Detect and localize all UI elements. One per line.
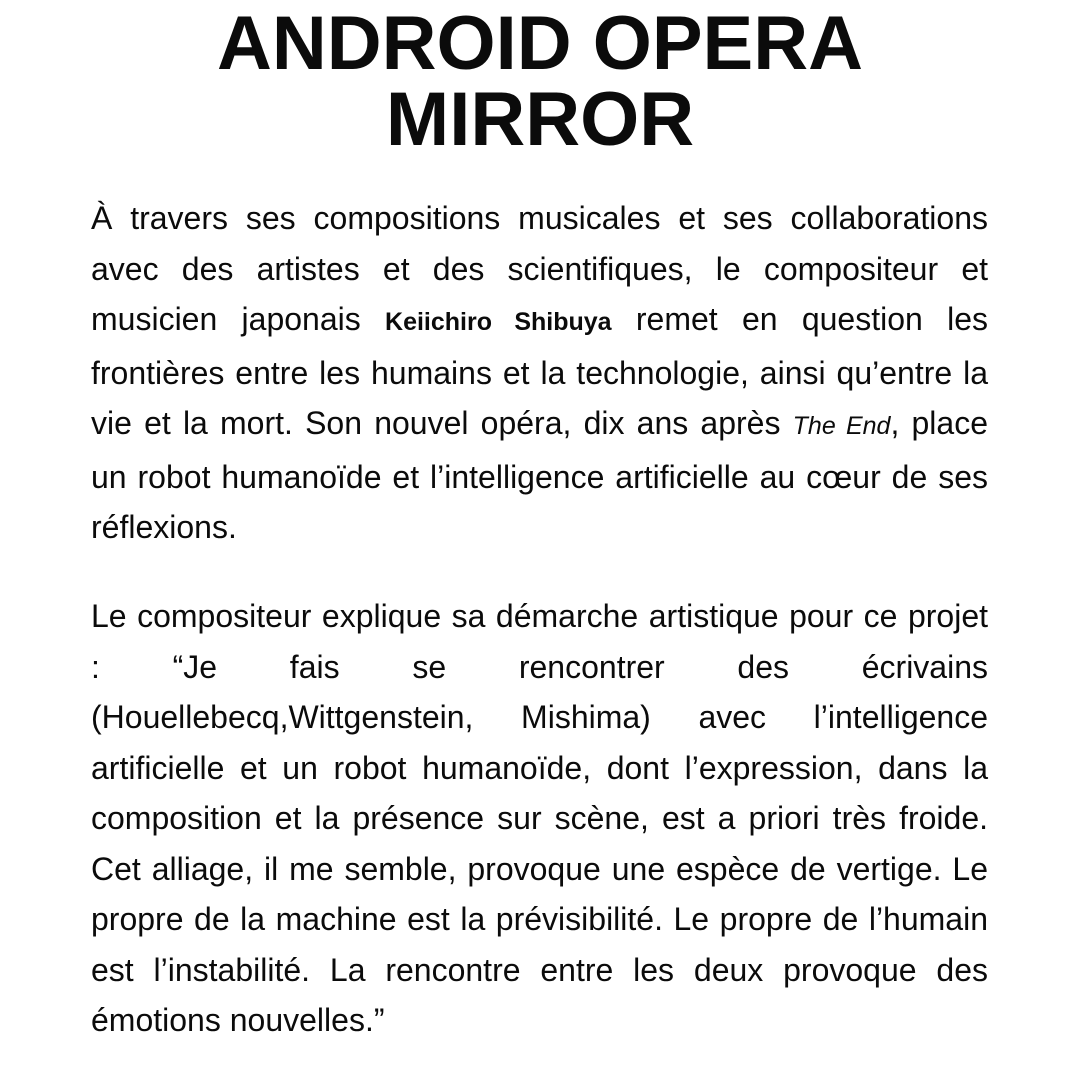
- composer-name: Keiichiro Shibuya: [385, 308, 612, 336]
- title-line-2: MIRROR: [385, 77, 695, 162]
- intro-text-end: , place un robot humanoïde et l’intelligence artificielle au cœur de ses réflexions.: [91, 405, 989, 545]
- title-line-1: ANDROID OPERA: [216, 1, 864, 86]
- intro-text-start: À travers ses compositions musicales et ses collaborations avec des artistes et des scientifiques, le compositeur et musicien japonais: [91, 200, 988, 337]
- intro-text-middle: remet en question les frontières entre les humains et la technologie, ainsi qu’entre la vie et la mort. Son nouvel opéra, dix ans après: [91, 301, 988, 441]
- paragraph-quote: Le compositeur explique sa démarche artistique pour ce projet : “Je fais se rencontrer des écrivains (Houellebecq,Wittgenstein, Mishima) avec l’intelligence artificielle et un robot humanoïde, dont l’expression, dans la composition et la présence sur scène, est a priori très froide. Cet alliage, il me semble, provoque une espèce de vertige. Le propre de la machine est la prévisibilité. Le propre de l’humain est l’instabilité. La rencontre entre les deux provoque des émotions nouvelles.”: [91, 598, 988, 1038]
- work-title: The End: [792, 412, 891, 440]
- paragraph-intro: [91, 193, 988, 553]
- page-title: [0, 1, 1080, 162]
